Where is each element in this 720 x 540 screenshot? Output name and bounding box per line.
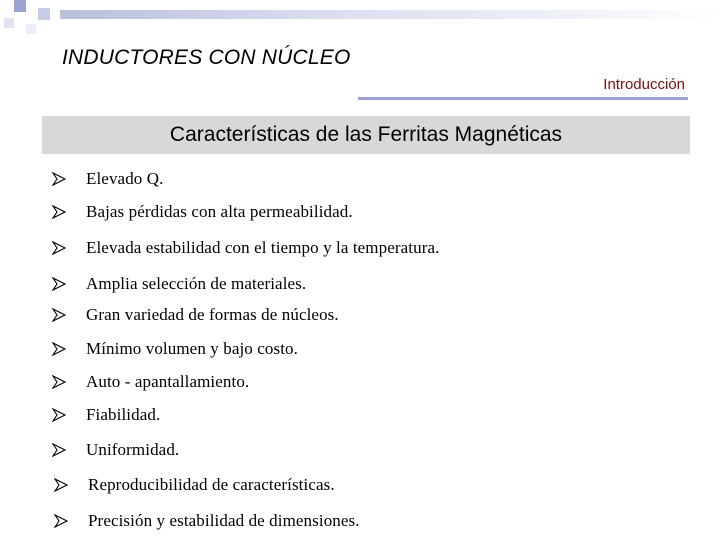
bullet-text: Fiabilidad. <box>86 405 161 424</box>
list-item <box>52 305 339 325</box>
bullet-text: Uniformidad. <box>86 440 180 459</box>
list-item <box>52 405 160 425</box>
decorative-square <box>26 24 36 34</box>
list-item <box>54 475 335 495</box>
bullet-text: Reproducibilidad de características. <box>88 475 335 494</box>
subtitle-text: Características de las Ferritas Magnéticas <box>169 123 563 146</box>
arrowhead-bullet-icon <box>54 514 68 528</box>
arrowhead-bullet-icon <box>52 172 66 186</box>
header-gradient-bar <box>60 10 720 19</box>
bullet-text: Elevado Q. <box>86 169 164 188</box>
arrowhead-bullet-icon <box>54 478 68 492</box>
bullet-text: Elevada estabilidad con el tiempo y la temperatura. <box>86 238 440 257</box>
bullet-text: Auto - apantallamiento. <box>86 372 250 391</box>
decorative-square <box>4 18 14 28</box>
arrowhead-bullet-icon <box>52 443 66 457</box>
title-divider <box>358 97 688 100</box>
list-item <box>52 238 439 258</box>
header-decoration <box>0 0 720 40</box>
arrowhead-bullet-icon <box>52 408 66 422</box>
subtitle-bar <box>42 116 690 154</box>
arrowhead-bullet-icon <box>52 277 66 291</box>
arrowhead-bullet-icon <box>52 375 66 389</box>
bullet-text: Bajas pérdidas con alta permeabilidad. <box>86 202 353 221</box>
bullet-text: Mínimo volumen y bajo costo. <box>86 339 298 358</box>
arrowhead-bullet-icon <box>52 308 66 322</box>
section-label: Introducción <box>603 76 685 93</box>
bullet-text: Gran variedad de formas de núcleos. <box>86 305 339 324</box>
list-item <box>52 202 353 222</box>
list-item <box>54 511 360 531</box>
list-item <box>52 372 249 392</box>
bullet-text: Amplia selección de materiales. <box>86 274 307 293</box>
bullet-text: Precisión y estabilidad de dimensiones. <box>88 511 360 530</box>
list-item <box>52 169 163 189</box>
list-item <box>52 274 306 294</box>
arrowhead-bullet-icon <box>52 241 66 255</box>
decorative-square <box>14 0 26 12</box>
decorative-square <box>38 8 50 20</box>
arrowhead-bullet-icon <box>52 342 66 356</box>
list-item <box>52 339 298 359</box>
arrowhead-bullet-icon <box>52 205 66 219</box>
list-item <box>52 440 179 460</box>
slide-title: INDUCTORES CON NÚCLEO <box>62 46 351 69</box>
